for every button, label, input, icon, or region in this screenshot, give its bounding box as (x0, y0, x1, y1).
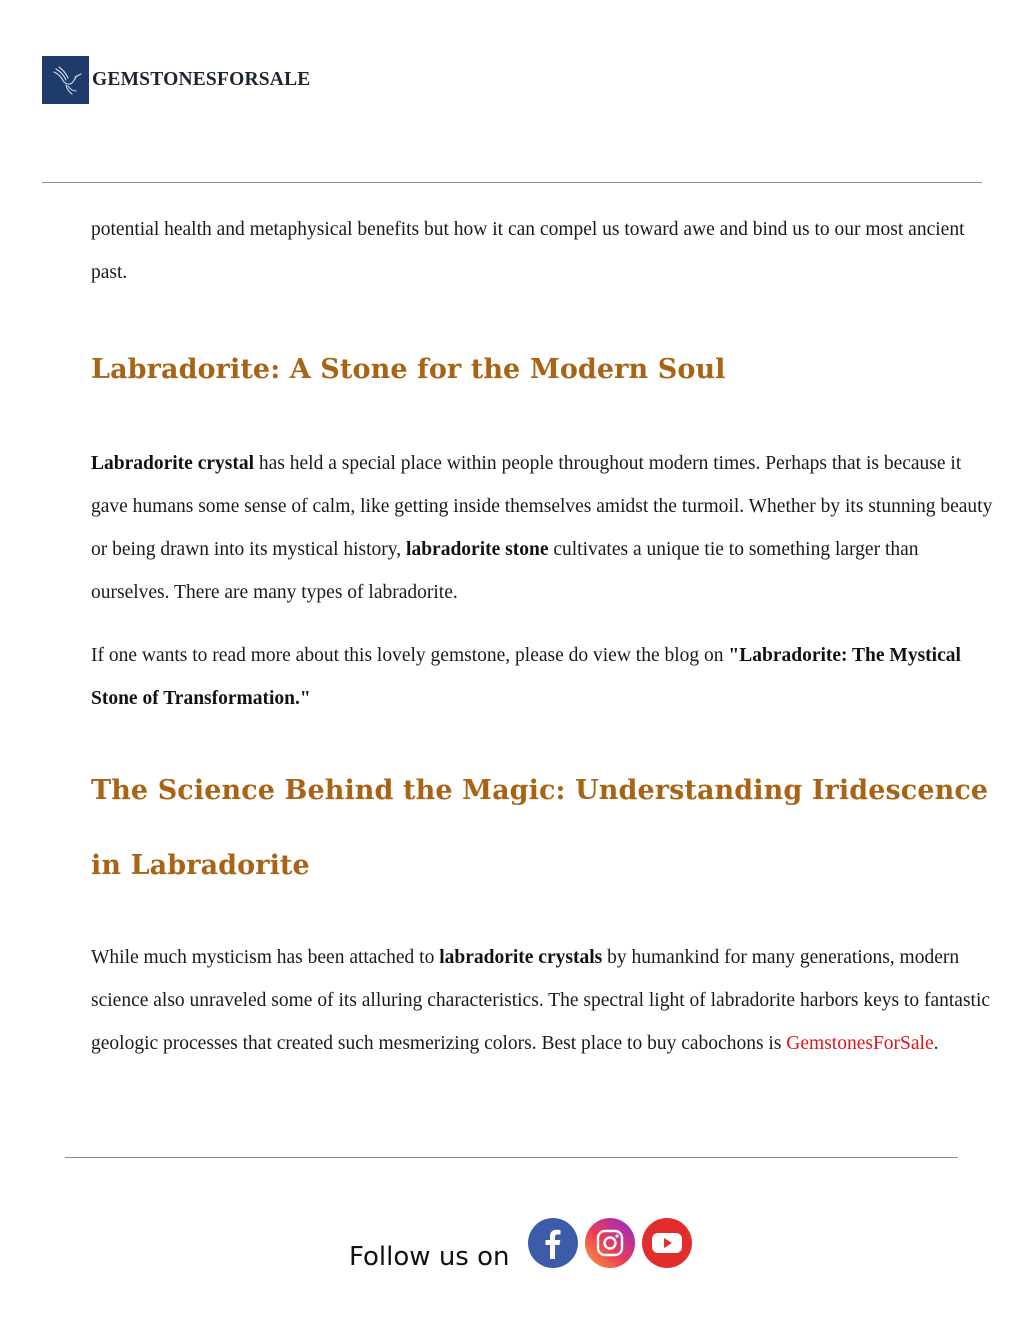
section-heading-science: The Science Behind the Magic: Understanding Iridescence in Labradorite (91, 775, 989, 881)
youtube-icon[interactable] (642, 1218, 692, 1268)
follow-us-section (349, 1238, 699, 1272)
modern-soul-paragraph: Labradorite crystal has held a special place within people throughout modern times. Perhaps that is because it gave humans some sense of calm, like getting inside themselves amidst the turmoil. Whether by its stunning beauty or being drawn into its mystical history, labradorite stone cultivates a unique tie to something larger than ourselves. There are many types of labradorite. (91, 453, 993, 603)
article-body (91, 208, 1001, 1065)
blog-title: "Labradorite: The Mystical Stone of Transformation." (91, 645, 961, 709)
instagram-icon[interactable] (585, 1218, 635, 1268)
brand-logo[interactable] (42, 56, 310, 104)
bold-term-labradorite-stone: labradorite stone (406, 539, 549, 560)
science-paragraph: While much mysticism has been attached to labradorite crystals by humankind for many generations, modern science also unraveled some of its alluring characteristics. The spectral light of labradorite harbors keys to fantastic geologic processes that created such mesmerizing colors. Best place to buy cabochons is GemstonesForSale. (91, 947, 991, 1054)
gemstonesforsale-link[interactable]: GemstonesForSale (786, 1033, 934, 1054)
social-icons (528, 1218, 699, 1268)
bold-term-labradorite-crystals: labradorite crystals (439, 947, 603, 968)
header-divider (42, 182, 982, 183)
intro-paragraph: potential health and metaphysical benefits but how it can compel us toward awe and bind us to our most ancient past. (91, 219, 965, 283)
bold-term-labradorite-crystal: Labradorite crystal (91, 453, 255, 474)
blog-reference-paragraph: If one wants to read more about this lovely gemstone, please do view the blog on "Labradorite: The Mystical Stone of Transformation." (91, 645, 961, 709)
brand-name: GEMSTONESFORSALE (92, 69, 311, 90)
footer-divider (65, 1157, 958, 1158)
section-heading-modern-soul: Labradorite: A Stone for the Modern Soul (91, 354, 726, 385)
follow-us-label: Follow us on (349, 1242, 510, 1272)
facebook-icon[interactable] (528, 1218, 578, 1268)
hummingbird-icon (42, 56, 89, 104)
